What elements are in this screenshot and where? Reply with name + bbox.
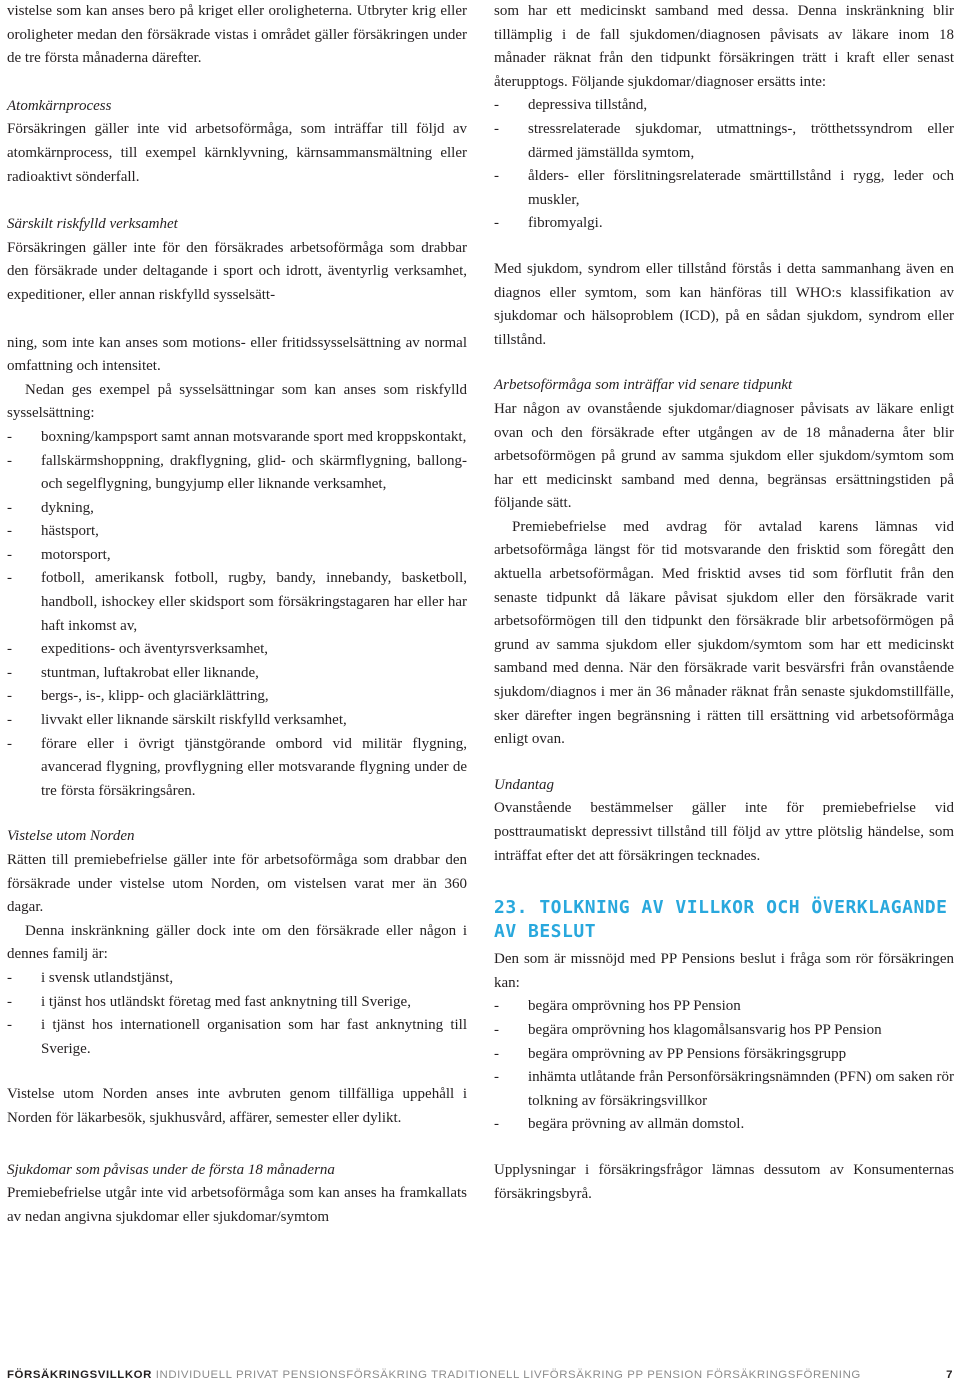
list-item: - stressrelaterade sjukdomar, utmattnings-, trötthetssyndrom eller därmed jämställda symtom, — [494, 118, 954, 165]
norden-paragraph-2: Denna inskränkning gäller dock inte om den försäkrade eller någon i dennes familj är: — [7, 922, 467, 963]
exception-paragraph: Ovanstående bestämmelser gäller inte för premiebefrielse vid posttraumatiskt depressivt tillstånd till följd av yttre plötslig händelse, som inträffat efter det att försäkringen tecknades. — [494, 800, 954, 864]
continuation-paragraph: som har ett medicinskt samband med dessa. Denna inskränkning blir tillämplig i de fall sjukdomen/diagnosen påvisats av läkare inom 18 månader räknat från den tidpunkt försäkringen trätt i kraft eller senast återupptogs. Följande sjukdomar/diagnoser ersätts inte: — [494, 3, 954, 90]
list-item: - ålders- eller förslitningsrelaterade smärttillstånd i rygg, leder och muskler, — [494, 165, 954, 212]
list-item: - begära omprövning hos PP Pension — [494, 995, 954, 1019]
page-footer — [7, 1368, 953, 1382]
list-item: - boxning/kampsport samt annan motsvarande sport med kroppskontakt, — [7, 426, 467, 450]
risk-paragraph-3: Nedan ges exempel på sysselsättningar som kan anses som riskfylld sysselsättning: — [7, 381, 467, 422]
list-item: - dykning, — [7, 497, 467, 521]
sjuk-heading: Sjukdomar som påvisas under de första 18 månaderna — [7, 1161, 335, 1178]
intro-paragraph: vistelse som kan anses bero på kriget eller oroligheterna. Utbryter krig eller oroligheter medan den försäkrade vistas i området gäller försäkringen under de tre första månaderna därefter. — [7, 3, 467, 67]
list-item: - i svensk utlandstjänst, — [7, 967, 467, 991]
list-item: - i tjänst hos utländskt företag med fast anknytning till Sverige, — [7, 991, 467, 1015]
list-item: - livvakt eller liknande särskilt riskfylld verksamhet, — [7, 709, 467, 733]
risk-paragraph-2: ning, som inte kan anses som motions- eller fritidssysselsättning av normal omfattning och intensitet. — [7, 334, 467, 375]
norden-paragraph-3: Vistelse utom Norden anses inte avbruten genom tillfälliga uppehåll i Norden för läkarbesök, sjukhusvård, affärer, semester eller dylikt. — [7, 1086, 467, 1126]
later-paragraph-1: Har någon av ovanstående sjukdomar/diagnoser påvisats av läkare enligt ovan och den försäkrade efter utgången av de 18 månaderna åter blir arbetsoförmögen på grund av samma sjukdom eller sjukdom/symtom som har ett medicinskt samband med denna, begränsas ersättningstiden på följande sätt. — [494, 400, 954, 512]
list-item: - fallskärmshoppning, drakflygning, glid- och skärmflygning, ballong- och segelflygning, bungyjump eller liknande verksamhet, — [7, 450, 467, 497]
list-item: - hästsport, — [7, 520, 467, 544]
list-item: - expeditions- och äventyrsverksamhet, — [7, 638, 467, 662]
appeal-list — [494, 995, 954, 1137]
footer-title — [7, 1368, 861, 1382]
list-item: - bergs-, is-, klipp- och glaciärklättring, — [7, 685, 467, 709]
footer-brand: FÖRSÄKRINGSVILLKOR — [7, 1369, 152, 1381]
footer-subtitle: INDIVIDUELL PRIVAT PENSIONSFÖRSÄKRING TRADITIONELL LIVFÖRSÄKRING PP PENSION FÖRSÄKRINGSFÖRENING — [155, 1369, 861, 1381]
later-paragraph-2: Premiebefrielse med avdrag för avtalad karens lämnas vid arbetsoförmåga längst för tid motsvarande den frisktid som föregått den aktuella arbetsoförmågan. Med frisktid avses tid som förflutit från den senaste tidpunkt då läkare påvisat sjukdom eller den försäkrade varit arbetsoförmögen till den tidpunkt den försäkrade blir arbetsoförmögen på grund av samma sjukdom eller sjukdom/symtom som har ett medicinskt samband med denna. När den försäkrade varit besvärsfri från ovanstående sjukdom/diagnos i mer än 36 månader räknat från senaste sjukdomstillfälle, sker därefter ingen begränsning i rätten till ersättning vid arbetsoförmåga enligt ovan. — [494, 518, 954, 748]
risk-paragraph-1: Försäkringen gäller inte för den försäkrades arbetsoförmåga som drabbar den försäkrade under deltagande i sport och idrott, äventyrlig verksamhet, expeditioner, eller annan riskfylld sysselsätt- — [7, 239, 467, 303]
atom-heading: Atomkärnprocess — [7, 97, 112, 114]
list-item: - förare eller i övrigt tjänstgörande ombord vid militär flygning, avancerad flygning, provflygning eller motsvarande flygning under de tre första försäkringsåren. — [7, 733, 467, 804]
info-paragraph: Upplysningar i försäkringsfrågor lämnas dessutom av Konsumenternas försäkringsbyrå. — [494, 1161, 954, 1202]
list-item: - stuntman, luftakrobat eller liknande, — [7, 662, 467, 686]
risk-heading: Särskilt riskfylld verksamhet — [7, 216, 178, 233]
right-column — [494, 0, 954, 1206]
exception-heading: Undantag — [494, 776, 554, 793]
norden-paragraph-1: Rätten till premiebefrielse gäller inte för arbetsoförmåga som drabbar den försäkrade under vistelse utom Norden, om vistelsen varat mer än 360 dagar. — [7, 852, 467, 916]
definition-paragraph: Med sjukdom, syndrom eller tillstånd förstås i detta sammanhang även en diagnos eller symtom, som kan hänföras till WHO:s klassifikation av sjukdomar och hälsoproblem (ICD), på en sådan sjukdom, syndrom eller tillstånd. — [494, 260, 954, 348]
list-item: - fibromyalgi. — [494, 212, 954, 236]
list-item: - fotboll, amerikansk fotboll, rugby, bandy, innebandy, basketboll, handboll, ishockey eller skidsport som försäkringstagaren har eller har haft inkomst av, — [7, 567, 467, 638]
atom-paragraph: Försäkringen gäller inte vid arbetsoförmåga, som inträffar till följd av atomkärnprocess, till exempel kärnklyvning, kärnsammansmältning eller radioaktivt sönderfall. — [7, 121, 467, 185]
list-item: - depressiva tillstånd, — [494, 94, 954, 118]
appeal-paragraph: Den som är missnöjd med PP Pensions beslut i fråga som rör försäkringen kan: — [494, 951, 954, 991]
norden-heading: Vistelse utom Norden — [7, 828, 135, 845]
list-item: - begära prövning av allmän domstol. — [494, 1113, 954, 1137]
norden-list — [7, 967, 467, 1061]
list-item: - i tjänst hos internationell organisation som har fast anknytning till Sverige. — [7, 1014, 467, 1061]
list-item: - begära omprövning hos klagomålsansvarig hos PP Pension — [494, 1019, 954, 1043]
later-heading: Arbetsoförmåga som inträffar vid senare tidpunkt — [494, 377, 793, 394]
left-column — [7, 0, 467, 1229]
page-number: 7 — [946, 1369, 953, 1381]
list-item: - begära omprövning av PP Pensions försäkringsgrupp — [494, 1043, 954, 1067]
risk-list — [7, 426, 467, 804]
list-item: - motorsport, — [7, 544, 467, 568]
section-title: 23. TOLKNING AV VILLKOR OCH ÖVERKLAGANDE AV BESLUT — [494, 897, 948, 943]
sjuk-paragraph: Premiebefrielse utgår inte vid arbetsoförmåga som kan anses ha framkallats av nedan angivna sjukdomar eller sjukdomar/symtom — [7, 1185, 467, 1225]
list-item: - inhämta utlåtande från Personförsäkringsnämnden (PFN) om saken rör tolkning av försäkringsvillkor — [494, 1066, 954, 1113]
diagnosis-list — [494, 94, 954, 236]
